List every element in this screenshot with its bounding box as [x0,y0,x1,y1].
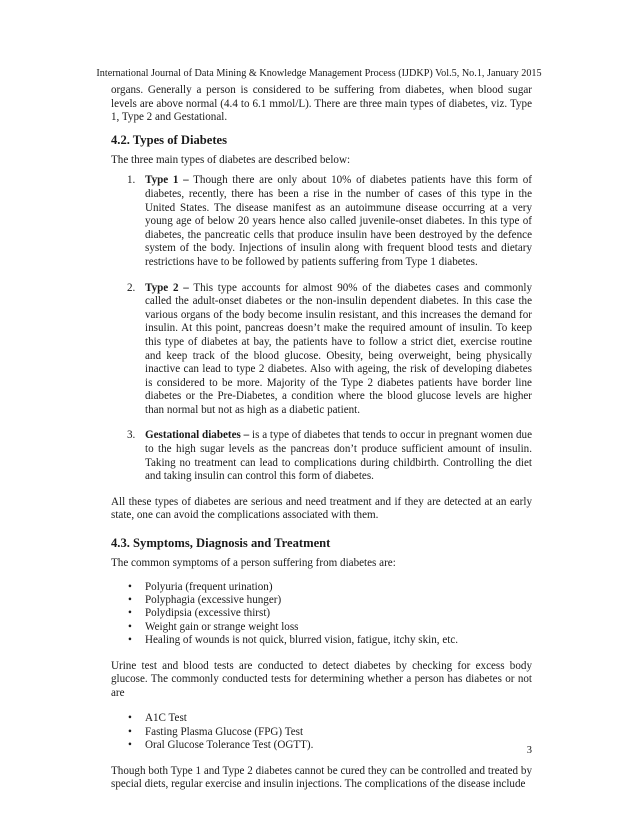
tests-lead: Urine test and blood tests are conducted to detect diabetes by checking for excess body glucose. The commonly conducted tests for determining whether a person has diabetes or not are [111,659,532,699]
item-text: This type accounts for almost 90% of the diabetes cases and commonly called the adult-onset diabetes or the non-insulin dependent diabetes. In this case the various organs of the body become insulin resistant, and this increases the demand for insulin. At this point, pancreas doesn’t make the required amount of insulin. To keep this type of diabetes at bay, the patients have to follow a strict diet, exercise routine and keep track of the blood glucose. Obesity, being overweight, being physically inactive can lead to type 2 diabetes. Also with ageing, the risk of developing diabetes is considered to be more. Majority of the Type 2 diabetes patients have border line diabetes or the Pre-Diabetes, a condition where the blood glucose levels are higher than normal but not as high as a diabetic patient. [145,281,532,416]
page-body [111,84,532,792]
test-item: • Fasting Plasma Glucose (FPG) Test [128,725,304,738]
tests-list [111,712,532,752]
item-number: 1. [127,174,136,187]
types-list [111,174,532,483]
bullet-icon: • [128,594,132,607]
treatment-paragraph: Though both Type 1 and Type 2 diabetes cannot be cured they can be controlled and treated by special diets, regular exercise and insulin injections. The complications of the disease include [111,764,532,791]
symptom-item: • Polyphagia (excessive hunger) [128,594,282,607]
item-text: Though there are only about 10% of diabetes patients have this form of diabetes, recently, there has been a rise in the number of cases of this type in the United States. The disease manifest as an autoimmune disease occurring at a very young age of below 20 years hence also called juvenile-onset diabetes. In this type of diabetes, the pancreatic cells that produce insulin have been destroyed by the defence system of the body. Injections of insulin along with frequent blood tests and dietary restrictions have to be followed by patients suffering from Type 1 diabetes. [145,174,532,268]
bullet-icon: • [128,634,132,647]
item-number: 2. [127,281,136,294]
type-item-1 [111,174,532,269]
bullet-icon: • [128,620,132,633]
item-term: Type 1 – [145,174,189,187]
types-closing: All these types of diabetes are serious and need treatment and if they are detected at an early state, one can avoid the complications associated with them. [111,495,532,522]
section-heading-types: 4.2. Types of Diabetes [111,132,228,147]
symptom-item: • Healing of wounds is not quick, blurred vision, fatigue, itchy skin, etc. [128,634,459,647]
item-number: 3. [127,429,136,442]
page-number: 3 [526,745,532,756]
symptom-item: • Weight gain or strange weight loss [128,620,299,633]
test-item: • A1C Test [128,712,187,725]
running-header: International Journal of Data Mining & Knowledge Management Process (IJDKP) Vol.5, No.1, January 2015 [96,68,542,79]
item-term: Type 2 – [145,281,189,294]
item-term: Gestational diabetes – [145,429,250,442]
bullet-icon: • [128,712,132,725]
bullet-icon: • [128,739,132,752]
intro-paragraph: organs. Generally a person is considered to be suffering from diabetes, when blood sugar levels are above normal (4.4 to 6.1 mmol/L). There are three main types of diabetes, viz. Type 1, Type 2 and Gestational. [111,84,532,124]
symptoms-lead: The common symptoms of a person suffering from diabetes are: [111,557,396,570]
type-item-2 [111,282,532,418]
type-item-3 [111,429,532,483]
symptom-item: • Polydipsia (excessive thirst) [128,607,271,620]
symptoms-list [111,581,532,648]
item-text: is a type of diabetes that tends to occur in pregnant women due to the high sugar levels as the pancreas don’t produce sufficient amount of insulin. Taking no treatment can lead to complications during childbirth. Controlling the diet and taking insulin can control this form of diabetes. [145,429,532,483]
bullet-icon: • [128,580,132,593]
symptom-item: • Polyuria (frequent urination) [128,580,273,593]
test-item: • Oral Glucose Tolerance Test (OGTT). [128,739,314,752]
types-lead: The three main types of diabetes are described below: [111,153,351,166]
bullet-icon: • [128,725,132,738]
section-heading-symptoms: 4.3. Symptoms, Diagnosis and Treatment [111,536,331,551]
bullet-icon: • [128,607,132,620]
